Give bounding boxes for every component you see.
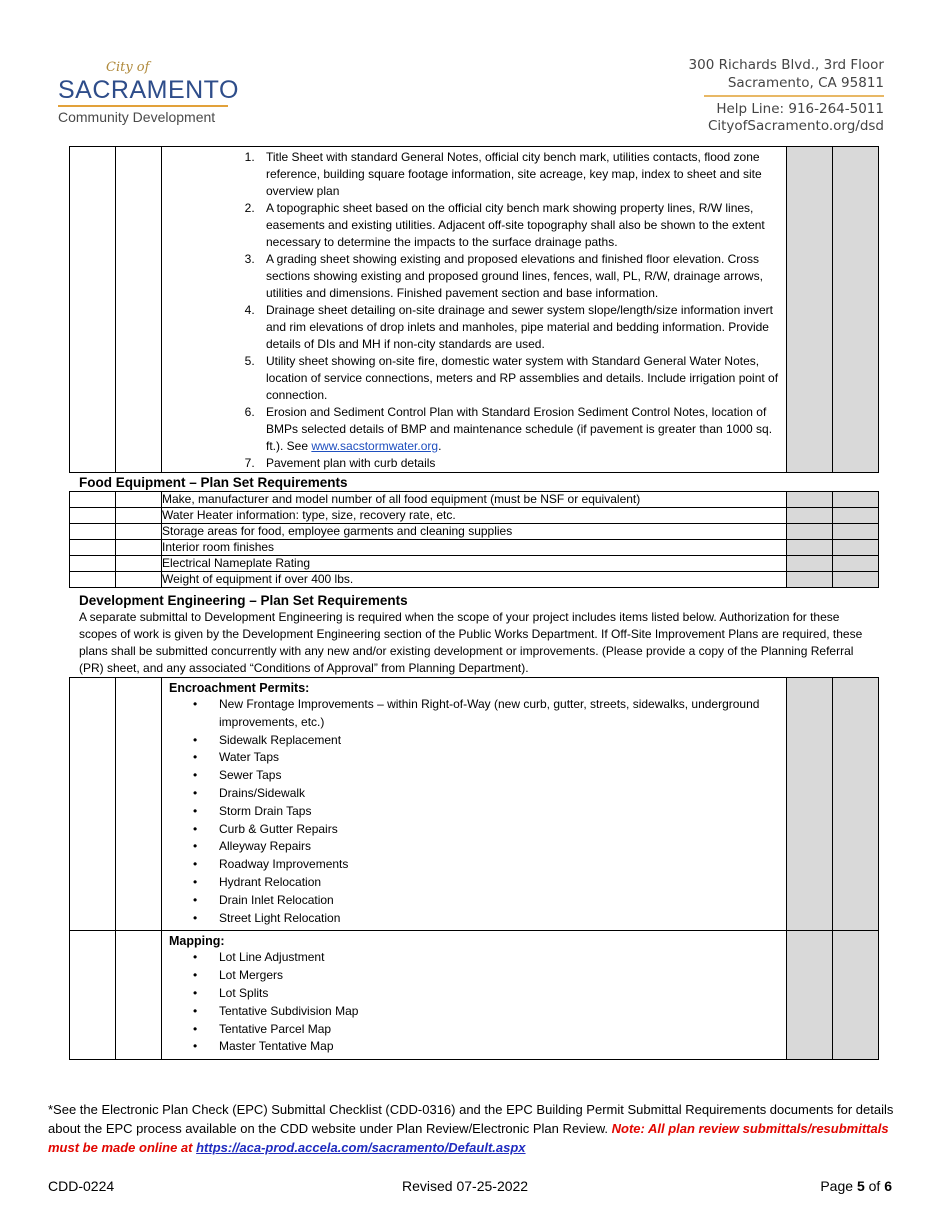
- table-row: [70, 540, 879, 556]
- check-cell[interactable]: [70, 556, 116, 572]
- mapping-list: [162, 949, 786, 1059]
- check-cell[interactable]: [116, 556, 162, 572]
- list-item: • Tentative Subdivision Map: [219, 1003, 778, 1021]
- encroachment-heading: Encroachment Permits:: [169, 681, 310, 695]
- list-item: • Lot Line Adjustment: [219, 949, 778, 967]
- list-item: • Curb & Gutter Repairs: [219, 821, 778, 839]
- help-block: [708, 101, 884, 135]
- table-row: [70, 931, 879, 1060]
- check-cell[interactable]: [116, 931, 162, 1060]
- footnote-text: *See the Electronic Plan Check (EPC) Submittal Checklist (CDD-0316) and the EPC Building Permit Submittal Requirements documents for details about the EPC process available on the CDD website under Plan Review/Electronic Plan Review.: [48, 1102, 894, 1136]
- mapping-cell: [162, 931, 787, 1060]
- review-cell[interactable]: [833, 556, 879, 572]
- list-item: 5. Utility sheet showing on-site fire, domestic water system with Standard General Water Notes, location of service connections, meters and RP assemblies and details. Include irrigation point of connection.: [258, 353, 780, 404]
- check-cell[interactable]: [70, 931, 116, 1060]
- list-item-text: Erosion and Sediment Control Plan with Standard Erosion Sediment Control Notes, location of BMPs selected details of BMP and maintenance schedule (if pavement is greater than 1000 sq. ft.). See: [266, 405, 773, 453]
- requirement-text: Make, manufacturer and model number of all food equipment (must be NSF or equivalent): [162, 492, 787, 508]
- checklist-content: [69, 146, 879, 1060]
- address-divider: [704, 95, 884, 97]
- page-header: [0, 0, 950, 140]
- list-item: • Sewer Taps: [219, 767, 778, 785]
- food-equipment-table: [69, 491, 879, 588]
- epc-footnote: [48, 1100, 898, 1157]
- list-item: • Water Taps: [219, 749, 778, 767]
- list-item: • Street Light Relocation: [219, 910, 778, 928]
- mapping-heading: Mapping:: [169, 934, 225, 949]
- help-line: Help Line: 916-264-5011: [716, 101, 884, 117]
- website: CityofSacramento.org/dsd: [707, 118, 884, 134]
- plan-sheets-table: [69, 146, 879, 473]
- check-cell[interactable]: [70, 492, 116, 508]
- table-row: [70, 492, 879, 508]
- address-line-1: 300 Richards Blvd., 3rd Floor: [688, 57, 884, 73]
- check-cell[interactable]: [116, 147, 162, 473]
- list-item-end: .: [438, 439, 442, 453]
- review-cell[interactable]: [787, 147, 833, 473]
- review-cell[interactable]: [787, 572, 833, 588]
- check-cell[interactable]: [70, 524, 116, 540]
- table-row: [70, 524, 879, 540]
- page-prefix: Page: [820, 1178, 857, 1194]
- logo-divider: [58, 105, 228, 107]
- requirement-text: Storage areas for food, employee garments and cleaning supplies: [162, 524, 787, 540]
- requirement-text: Weight of equipment if over 400 lbs.: [162, 572, 787, 588]
- page-current: 5: [856, 1178, 865, 1194]
- review-cell[interactable]: [787, 678, 833, 931]
- review-cell[interactable]: [787, 556, 833, 572]
- revised-date: Revised 07-25-2022: [402, 1178, 529, 1194]
- dev-eng-description: A separate submittal to Development Engineering is required when the scope of your project includes items listed below. Authorization for these scopes of work is given by the Development Engineering section of the Public Works Department. If Off-Site Improvement Plans are required, these plans shall be submitted concurrently with any new and/or existing development or improvements. (Please provide a copy of the Planning Referral (PR) sheet, and any associated “Conditions of Approval” from Planning Department).: [79, 610, 863, 675]
- list-item: • Hydrant Relocation: [219, 874, 778, 892]
- list-item: 4. Drainage sheet detailing on-site drainage and sewer system slope/length/size information invert and rim elevations of drop inlets and manholes, pipe material and bedding information. Provide details of DIs and MH if non-city standards are used.: [258, 302, 780, 353]
- review-cell[interactable]: [833, 147, 879, 473]
- encroachment-list: [162, 696, 786, 930]
- list-item: • Alleyway Repairs: [219, 838, 778, 856]
- requirement-text: Interior room finishes: [162, 540, 787, 556]
- check-cell[interactable]: [70, 147, 116, 473]
- review-cell[interactable]: [787, 540, 833, 556]
- review-cell[interactable]: [833, 678, 879, 931]
- list-item: • Drains/Sidewalk: [219, 785, 778, 803]
- accela-link[interactable]: https://aca-prod.accela.com/sacramento/Default.aspx: [196, 1140, 526, 1155]
- table-row: [70, 147, 879, 473]
- check-cell[interactable]: [116, 678, 162, 931]
- review-cell[interactable]: [833, 524, 879, 540]
- page-number: [820, 1178, 892, 1194]
- review-cell[interactable]: [833, 931, 879, 1060]
- logo-name: SACRAMENTO: [58, 76, 239, 104]
- check-cell[interactable]: [116, 508, 162, 524]
- review-cell[interactable]: [787, 492, 833, 508]
- check-cell[interactable]: [116, 572, 162, 588]
- dev-eng-table: [69, 677, 879, 1060]
- review-cell[interactable]: [833, 508, 879, 524]
- review-cell[interactable]: [787, 524, 833, 540]
- table-row: [70, 572, 879, 588]
- form-number: CDD-0224: [48, 1178, 115, 1194]
- check-cell[interactable]: [116, 540, 162, 556]
- dev-eng-title: Development Engineering – Plan Set Requirements: [79, 593, 408, 608]
- list-item: 3. A grading sheet showing existing and proposed elevations and finished floor elevation. Cross sections showing existing and proposed ground lines, fences, wall, PL, R/W, drainage arrows, utilities and dimensions. Finished pavement section and base information.: [258, 251, 780, 302]
- check-cell[interactable]: [70, 572, 116, 588]
- check-cell[interactable]: [70, 678, 116, 931]
- list-item: • Lot Mergers: [219, 967, 778, 985]
- table-row: [70, 508, 879, 524]
- list-item: • Storm Drain Taps: [219, 803, 778, 821]
- table-row: [70, 556, 879, 572]
- logo-subtitle: Community Development: [58, 109, 216, 125]
- check-cell[interactable]: [116, 492, 162, 508]
- list-item: • Sidewalk Replacement: [219, 732, 778, 750]
- list-item: • New Frontage Improvements – within Right-of-Way (new curb, gutter, streets, sidewalks, underground improvements, etc.): [219, 696, 778, 732]
- list-item: 1. Title Sheet with standard General Notes, official city bench mark, utilities contacts, flood zone reference, building square footage information, site acreage, key map, index to sheet and site overview plan: [258, 149, 780, 200]
- list-item: • Roadway Improvements: [219, 856, 778, 874]
- check-cell[interactable]: [116, 524, 162, 540]
- address-line-2: Sacramento, CA 95811: [727, 75, 884, 91]
- page-of: of: [864, 1178, 885, 1194]
- list-item: • Drain Inlet Relocation: [219, 892, 778, 910]
- list-item: • Lot Splits: [219, 985, 778, 1003]
- review-cell[interactable]: [833, 572, 879, 588]
- page-total: 6: [884, 1178, 892, 1194]
- list-item: 7. Pavement plan with curb details: [258, 455, 780, 472]
- sacstormwater-link[interactable]: www.sacstormwater.org: [311, 439, 439, 453]
- review-cell[interactable]: [833, 540, 879, 556]
- encroachment-cell: [162, 678, 787, 931]
- plan-sheets-list: [162, 147, 786, 472]
- list-item: • Tentative Parcel Map: [219, 1021, 778, 1039]
- check-cell[interactable]: [70, 540, 116, 556]
- food-equipment-title: Food Equipment – Plan Set Requirements: [79, 475, 348, 490]
- requirement-text: Water Heater information: type, size, recovery rate, etc.: [162, 508, 787, 524]
- list-item: • Master Tentative Map: [219, 1038, 778, 1056]
- check-cell[interactable]: [70, 508, 116, 524]
- list-item: [258, 404, 780, 455]
- table-row: [70, 678, 879, 931]
- logo-city-of: City of: [106, 60, 150, 75]
- review-cell[interactable]: [833, 492, 879, 508]
- address-block: [689, 56, 884, 92]
- review-cell[interactable]: [787, 931, 833, 1060]
- requirement-text: Electrical Nameplate Rating: [162, 556, 787, 572]
- list-item: 2. A topographic sheet based on the official city bench mark showing property lines, R/W lines, easements and existing utilities. Adjacent off-site topography shall also be shown to the extent necessary to determine the impacts to the surface drainage paths.: [258, 200, 780, 251]
- review-cell[interactable]: [787, 508, 833, 524]
- footnote-note: Note: All plan review submittals/resubmittals must be made online at: [48, 1121, 889, 1155]
- plan-sheets-cell: [162, 147, 787, 473]
